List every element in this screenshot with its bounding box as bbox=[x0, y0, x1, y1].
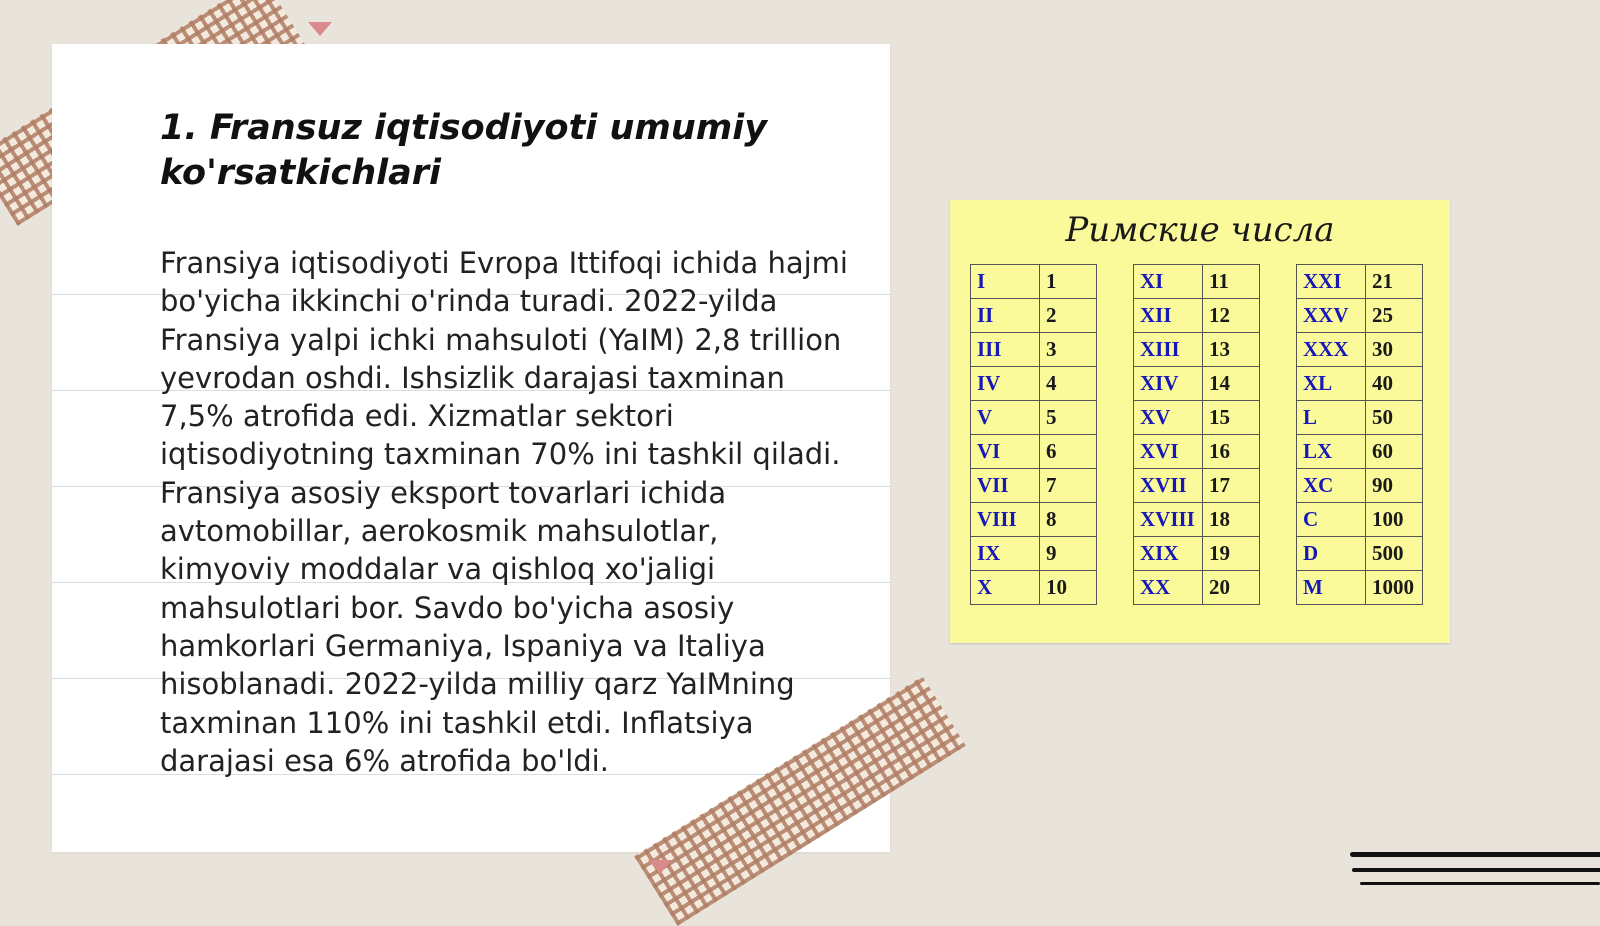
roman-table-row bbox=[971, 503, 1097, 537]
arabic-number-cell: 17 bbox=[1203, 469, 1260, 503]
roman-numeral-cell: XXI bbox=[1297, 265, 1366, 299]
roman-table-row bbox=[971, 265, 1097, 299]
arabic-number-cell: 3 bbox=[1040, 333, 1097, 367]
roman-numeral-cell: LX bbox=[1297, 435, 1366, 469]
roman-table-row bbox=[971, 299, 1097, 333]
arabic-number-cell: 30 bbox=[1366, 333, 1423, 367]
arabic-number-cell: 10 bbox=[1040, 571, 1097, 605]
roman-numeral-cell: VII bbox=[971, 469, 1040, 503]
arabic-number-cell: 21 bbox=[1366, 265, 1423, 299]
roman-table-title: Римские числа bbox=[1065, 210, 1335, 250]
roman-table-row bbox=[1134, 537, 1260, 571]
decorative-line bbox=[1350, 852, 1600, 857]
roman-table-row bbox=[1134, 367, 1260, 401]
roman-table-row bbox=[971, 537, 1097, 571]
roman-table-row bbox=[971, 401, 1097, 435]
arabic-number-cell: 9 bbox=[1040, 537, 1097, 571]
roman-table-row bbox=[971, 367, 1097, 401]
roman-table-row bbox=[1134, 571, 1260, 605]
slide-body-text: Fransiya iqtisodiyoti Evropa Ittifoqi ichida hajmi bo'yicha ikkinchi o'rinda turadi. 2022-yilda Fransiya yalpi ichki mahsuloti (YaIM) 2,8 trillion yevrodan oshdi. Ishsizlik darajasi taxminan 7,5% atrofida edi. Xizmatlar sektori iqtisodiyotning taxminan 70% ini tashkil qiladi. Fransiya asosiy eksport tovarlari ichida avtomobillar, aerokosmik mahsulotlar, kimyoviy moddalar va qishloq xo'jaligi mahsulotlari bor. Savdo bo'yicha asosiy hamkorlari Germaniya, Ispaniya va Italiya hisoblanadi. 2022-yilda milliy qarz YaIMning taxminan 110% ini tashkil etdi. Inflatsiya darajasi esa 6% atrofida bo'ldi. bbox=[160, 246, 848, 778]
arabic-number-cell: 8 bbox=[1040, 503, 1097, 537]
roman-numeral-cell: M bbox=[1297, 571, 1366, 605]
arabic-number-cell: 19 bbox=[1203, 537, 1260, 571]
roman-numeral-cell: XXV bbox=[1297, 299, 1366, 333]
roman-table-row bbox=[971, 435, 1097, 469]
roman-numeral-cell: XVIII bbox=[1134, 503, 1203, 537]
roman-numeral-cell: II bbox=[971, 299, 1040, 333]
roman-numeral-cell: VIII bbox=[971, 503, 1040, 537]
roman-table-row bbox=[1134, 469, 1260, 503]
arabic-number-cell: 18 bbox=[1203, 503, 1260, 537]
arabic-number-cell: 90 bbox=[1366, 469, 1423, 503]
roman-numeral-cell: C bbox=[1297, 503, 1366, 537]
roman-table-row bbox=[1134, 299, 1260, 333]
roman-numeral-cell: I bbox=[971, 265, 1040, 299]
roman-table-row bbox=[1297, 503, 1423, 537]
roman-numerals-card bbox=[950, 200, 1450, 643]
tape-tip-bottom bbox=[648, 860, 672, 874]
roman-table-row bbox=[971, 571, 1097, 605]
roman-numeral-cell: XX bbox=[1134, 571, 1203, 605]
roman-numeral-cell: XIII bbox=[1134, 333, 1203, 367]
arabic-number-cell: 15 bbox=[1203, 401, 1260, 435]
arabic-number-cell: 13 bbox=[1203, 333, 1260, 367]
roman-numeral-cell: D bbox=[1297, 537, 1366, 571]
roman-numeral-cell: XVI bbox=[1134, 435, 1203, 469]
arabic-number-cell: 6 bbox=[1040, 435, 1097, 469]
arabic-number-cell: 60 bbox=[1366, 435, 1423, 469]
roman-table-row bbox=[1297, 435, 1423, 469]
roman-table-row bbox=[1134, 333, 1260, 367]
slide-title: 1. Fransuz iqtisodiyoti umumiy ko'rsatkichlari bbox=[160, 108, 768, 193]
roman-table-column bbox=[1133, 264, 1260, 605]
roman-numeral-cell: XI bbox=[1134, 265, 1203, 299]
roman-table-column bbox=[1296, 264, 1423, 605]
roman-numeral-cell: XII bbox=[1134, 299, 1203, 333]
arabic-number-cell: 1000 bbox=[1366, 571, 1423, 605]
arabic-number-cell: 20 bbox=[1203, 571, 1260, 605]
roman-table-row bbox=[1297, 265, 1423, 299]
roman-table-row bbox=[1134, 503, 1260, 537]
roman-table-row bbox=[1134, 435, 1260, 469]
roman-numeral-cell: XC bbox=[1297, 469, 1366, 503]
roman-numeral-cell: XL bbox=[1297, 367, 1366, 401]
arabic-number-cell: 2 bbox=[1040, 299, 1097, 333]
roman-table-row bbox=[1297, 367, 1423, 401]
arabic-number-cell: 11 bbox=[1203, 265, 1260, 299]
decorative-line bbox=[1360, 882, 1600, 885]
arabic-number-cell: 500 bbox=[1366, 537, 1423, 571]
roman-numeral-cell: XIV bbox=[1134, 367, 1203, 401]
roman-table-row bbox=[1134, 401, 1260, 435]
arabic-number-cell: 14 bbox=[1203, 367, 1260, 401]
roman-table-column bbox=[970, 264, 1097, 605]
arabic-number-cell: 12 bbox=[1203, 299, 1260, 333]
roman-numeral-cell: V bbox=[971, 401, 1040, 435]
roman-table-row bbox=[971, 333, 1097, 367]
roman-numeral-cell: L bbox=[1297, 401, 1366, 435]
roman-table-row bbox=[1297, 333, 1423, 367]
roman-table-row bbox=[971, 469, 1097, 503]
arabic-number-cell: 50 bbox=[1366, 401, 1423, 435]
roman-numeral-cell: X bbox=[971, 571, 1040, 605]
roman-table-row bbox=[1297, 469, 1423, 503]
arabic-number-cell: 40 bbox=[1366, 367, 1423, 401]
arabic-number-cell: 1 bbox=[1040, 265, 1097, 299]
arabic-number-cell: 7 bbox=[1040, 469, 1097, 503]
roman-numeral-cell: III bbox=[971, 333, 1040, 367]
arabic-number-cell: 5 bbox=[1040, 401, 1097, 435]
roman-table-row bbox=[1297, 299, 1423, 333]
roman-numeral-cell: XXX bbox=[1297, 333, 1366, 367]
tape-tip-top bbox=[308, 22, 332, 36]
roman-numeral-cell: IX bbox=[971, 537, 1040, 571]
roman-numeral-cell: IV bbox=[971, 367, 1040, 401]
roman-numeral-cell: XV bbox=[1134, 401, 1203, 435]
roman-table-row bbox=[1134, 265, 1260, 299]
arabic-number-cell: 4 bbox=[1040, 367, 1097, 401]
arabic-number-cell: 16 bbox=[1203, 435, 1260, 469]
arabic-number-cell: 25 bbox=[1366, 299, 1423, 333]
note-paper bbox=[52, 44, 890, 852]
roman-numeral-cell: XIX bbox=[1134, 537, 1203, 571]
roman-table-row bbox=[1297, 537, 1423, 571]
roman-numeral-cell: VI bbox=[971, 435, 1040, 469]
decorative-line bbox=[1352, 868, 1600, 872]
roman-numeral-cell: XVII bbox=[1134, 469, 1203, 503]
roman-table-row bbox=[1297, 401, 1423, 435]
roman-table-row bbox=[1297, 571, 1423, 605]
arabic-number-cell: 100 bbox=[1366, 503, 1423, 537]
